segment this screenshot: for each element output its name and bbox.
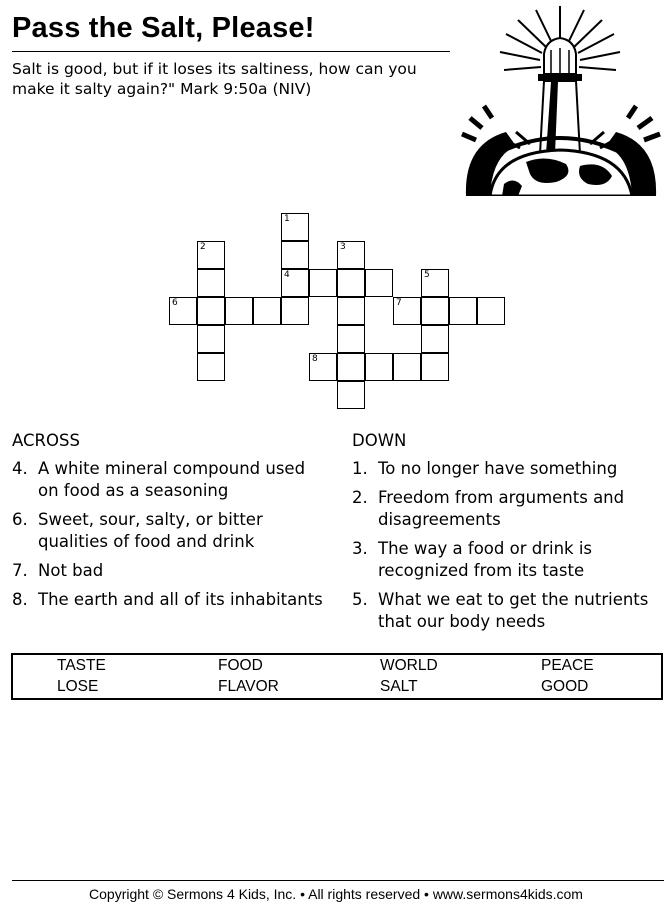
- title-divider: [12, 51, 450, 52]
- word-bank-item: TASTE: [57, 657, 106, 674]
- word-bank: [11, 653, 663, 700]
- word-bank-item: SALT: [380, 678, 418, 695]
- down-heading: DOWN: [352, 431, 407, 450]
- crossword-cell[interactable]: [197, 241, 225, 269]
- crossword-cell[interactable]: [337, 297, 365, 325]
- clue-number: 8: [312, 354, 318, 364]
- crossword-cell[interactable]: [309, 353, 337, 381]
- clue-number: 1: [284, 214, 290, 224]
- clue-item: 7. Not bad: [12, 561, 104, 580]
- crossword-cell[interactable]: [337, 241, 365, 269]
- crossword-cell[interactable]: [169, 297, 197, 325]
- verse-line: make it salty again?" Mark 9:50a (NIV): [12, 80, 312, 98]
- clue-number: 4: [284, 270, 290, 280]
- clue-item: 1. To no longer have something: [352, 459, 618, 478]
- crossword-cell[interactable]: [449, 297, 477, 325]
- clue-item: 2. Freedom from arguments and disagreements: [352, 488, 625, 529]
- clue-number: 7: [396, 298, 402, 308]
- crossword-cell[interactable]: [421, 297, 449, 325]
- clue-item: 5. What we eat to get the nutrients that our body needs: [352, 590, 649, 631]
- crossword-cell[interactable]: [421, 325, 449, 353]
- crossword-cell[interactable]: [197, 297, 225, 325]
- clue-item: 3. The way a food or drink is recognized from its taste: [352, 539, 593, 580]
- crossword-cell[interactable]: [365, 269, 393, 297]
- crossword-cell[interactable]: [253, 297, 281, 325]
- bible-verse: [12, 59, 452, 99]
- across-clues: [12, 431, 327, 618]
- crossword-cell[interactable]: [337, 381, 365, 409]
- clue-number: 5: [424, 270, 430, 280]
- crossword-cell[interactable]: [197, 269, 225, 297]
- crossword-cell[interactable]: [337, 269, 365, 297]
- clue-item: 6. Sweet, sour, salty, or bitter qualities of food and drink: [12, 510, 263, 551]
- crossword-cell[interactable]: [337, 353, 365, 381]
- crossword-cell[interactable]: [337, 325, 365, 353]
- word-bank-item: WORLD: [380, 657, 438, 674]
- clue-item: 8. The earth and all of its inhabitants: [12, 590, 323, 609]
- down-clues: [352, 431, 652, 640]
- across-heading: ACROSS: [12, 431, 80, 450]
- page-title: Pass the Salt, Please!: [12, 12, 315, 44]
- crossword-cell[interactable]: [421, 353, 449, 381]
- crossword-cell[interactable]: [281, 269, 309, 297]
- crossword-cell[interactable]: [421, 269, 449, 297]
- clue-number: 6: [172, 298, 178, 308]
- clue-number: 3: [340, 242, 346, 252]
- word-bank-item: PEACE: [541, 657, 594, 674]
- crossword-cell[interactable]: [365, 353, 393, 381]
- crossword-cell[interactable]: [393, 297, 421, 325]
- word-bank-item: LOSE: [57, 678, 99, 695]
- crossword-cell[interactable]: [281, 213, 309, 241]
- word-bank-item: GOOD: [541, 678, 589, 695]
- verse-line: Salt is good, but if it loses its saltiness, how can you: [12, 60, 417, 78]
- word-bank-item: FOOD: [218, 657, 263, 674]
- crossword-cell[interactable]: [477, 297, 505, 325]
- crossword-cell[interactable]: [309, 269, 337, 297]
- crossword-cell[interactable]: [225, 297, 253, 325]
- footer-divider: [12, 880, 664, 881]
- crossword-cell[interactable]: [197, 353, 225, 381]
- copyright-footer: Copyright © Sermons 4 Kids, Inc. • All rights reserved • www.sermons4kids.com: [89, 886, 583, 902]
- crossword-cell[interactable]: [281, 297, 309, 325]
- clue-item: 4. A white mineral compound used on food as a seasoning: [12, 459, 306, 500]
- word-bank-item: FLAVOR: [218, 678, 279, 695]
- crossword-cell[interactable]: [281, 241, 309, 269]
- crossword-cell[interactable]: [197, 325, 225, 353]
- lighthouse-icon: [456, 4, 666, 196]
- clue-number: 2: [200, 242, 206, 252]
- crossword-cell[interactable]: [393, 353, 421, 381]
